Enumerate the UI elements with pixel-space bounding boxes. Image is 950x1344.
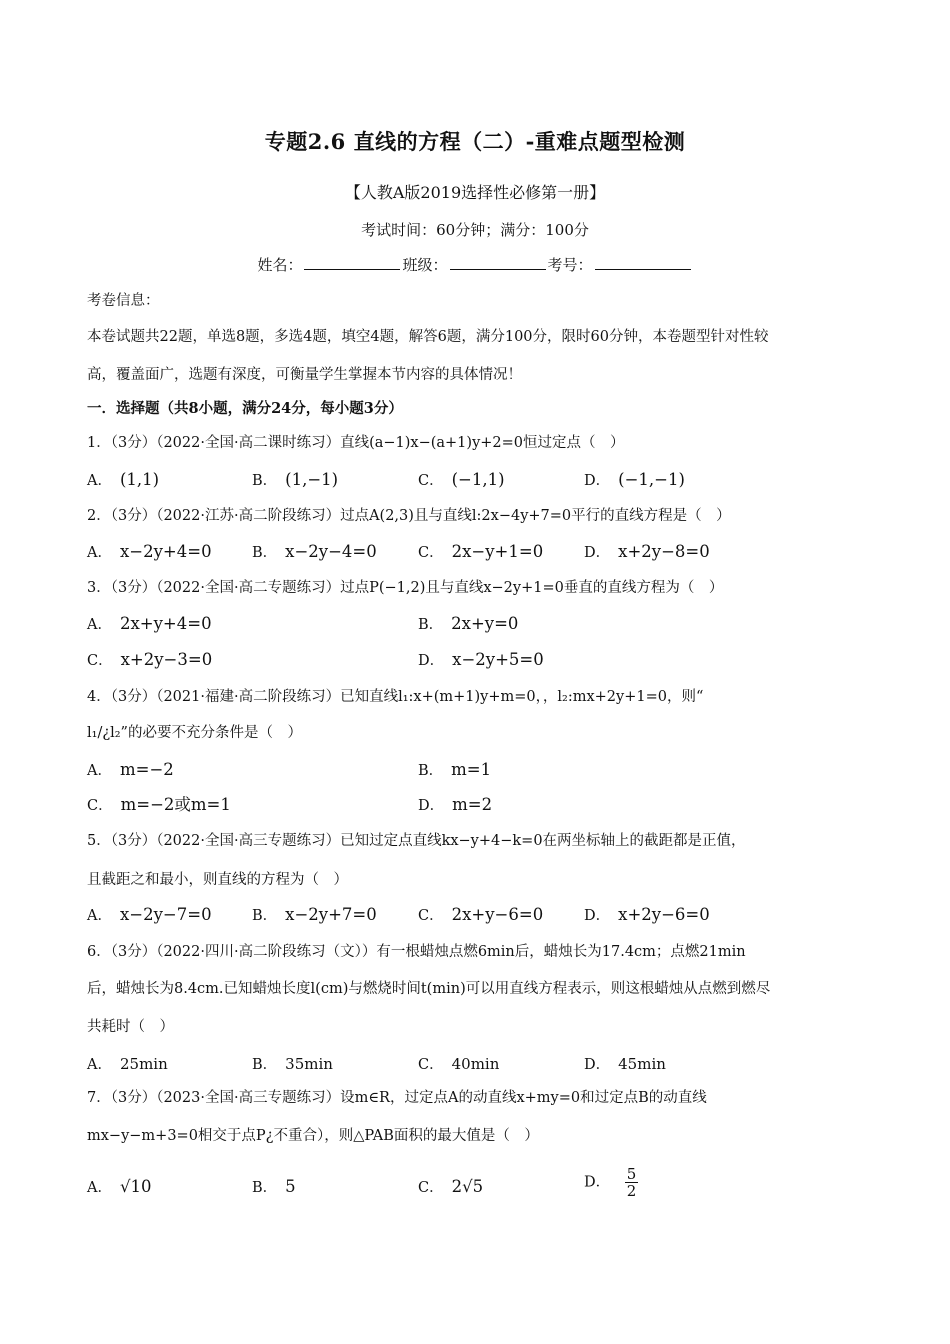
q4-option-b[interactable]: B． m=1 — [418, 760, 492, 779]
info-heading: 考卷信息： — [87, 293, 160, 309]
q7-option-c[interactable]: C． 2√5 — [418, 1177, 484, 1196]
question-7-stem: 7．（3分）（2023·全国·高三专题练习）设m∈R，过定点A的动直线x+my=0和过定点B的动直线 — [87, 1090, 707, 1106]
q6-option-c[interactable]: C． 40min — [418, 1055, 500, 1073]
q4-option-a[interactable]: A． m=−2 — [87, 760, 174, 779]
question-1-stem: 1．（3分）（2022·全国·高二课时练习）直线(a−1)x−(a+1)y+2=0恒过定点（ ） — [87, 435, 625, 451]
question-5-stem-2: 且截距之和最小，则直线的方程为（ ） — [87, 872, 348, 888]
name-blank[interactable] — [304, 255, 400, 270]
q3-option-a[interactable]: A． 2x+y+4=0 — [87, 614, 212, 633]
question-4-stem: 4．（3分）（2021·福建·高二阶段练习）已知直线l₁:x+(m+1)y+m=0，，l₂:mx+2y+1=0，则“ — [87, 689, 704, 705]
q4-option-c[interactable]: C． m=−2或m=1 — [87, 795, 231, 814]
q6-option-b[interactable]: B． 35min — [252, 1055, 333, 1073]
question-2-stem: 2．（3分）（2022·江苏·高二阶段练习）过点A(2,3)且与直线l:2x−4y+7=0平行的直线方程是（ ） — [87, 508, 731, 524]
class-blank[interactable] — [450, 255, 546, 270]
q6-option-d[interactable]: D． 45min — [584, 1055, 666, 1073]
info-line-2: 高，覆盖面广，选题有深度，可衡量学生掌握本节内容的具体情况！ — [87, 367, 522, 383]
question-6-stem: 6．（3分）（2022·四川·高二阶段练习（文））有一根蜡烛点燃6min后，蜡烛长为17.4cm；点燃21min — [87, 944, 746, 960]
q1-option-d[interactable]: D． (−1,−1) — [584, 470, 685, 489]
fraction-numerator: 5 — [626, 1165, 637, 1183]
fraction-denominator: 2 — [626, 1182, 637, 1200]
class-label: 班级： — [402, 256, 448, 274]
section-heading: 一．选择题（共8小题，满分24分，每小题3分） — [87, 400, 403, 417]
q2-option-b[interactable]: B． x−2y−4=0 — [252, 542, 377, 561]
q5-option-d[interactable]: D． x+2y−6=0 — [584, 905, 710, 924]
question-3-stem: 3．（3分）（2022·全国·高二专题练习）过点P(−1,2)且与直线x−2y+1=0垂直的直线方程为（ ） — [87, 580, 724, 596]
q1-option-a[interactable]: A． (1,1) — [87, 470, 160, 489]
page-title: 专题2.6 直线的方程（二）-重难点题型检测 — [264, 129, 686, 154]
q1-option-c[interactable]: C． (−1,1) — [418, 470, 505, 489]
q5-option-c[interactable]: C． 2x+y−6=0 — [418, 905, 544, 924]
q1-option-b[interactable]: B． (1,−1) — [252, 470, 339, 489]
q3-option-b[interactable]: B． 2x+y=0 — [418, 614, 519, 633]
question-7-stem-2: mx−y−m+3=0相交于点P¿不重合），则△PAB面积的最大值是（ ） — [87, 1128, 539, 1144]
q7-option-d[interactable]: D． $\frac{5}{2}$ — [584, 1165, 637, 1200]
question-6-stem-3: 共耗时（ ） — [87, 1019, 174, 1035]
q7-option-b[interactable]: B． 5 — [252, 1177, 296, 1196]
student-fields — [0, 254, 950, 275]
q7-option-a[interactable]: A． √10 — [87, 1177, 152, 1196]
question-6-stem-2: 后，蜡烛长为8.4cm.已知蜡烛长度l(cm)与燃烧时间t(min)可以用直线方程表示，则这根蜡烛从点燃到燃尽 — [87, 981, 771, 997]
q2-option-a[interactable]: A． x−2y+4=0 — [87, 542, 212, 561]
question-4-stem-2: l₁/¿l₂”的必要不充分条件是（ ） — [87, 725, 302, 741]
q6-option-a[interactable]: A． 25min — [87, 1055, 168, 1073]
time-info: 考试时间：60分钟；满分：100分 — [361, 221, 589, 239]
info-line-1: 本卷试题共22题，单选8题，多选4题，填空4题，解答6题，满分100分，限时60分钟，本卷题型针对性较 — [87, 329, 769, 345]
question-5-stem: 5．（3分）（2022·全国·高三专题练习）已知过定点直线kx−y+4−k=0在两坐标轴上的截距都是正值， — [87, 833, 746, 849]
subtitle: 【人教A版2019选择性必修第一册】 — [344, 183, 606, 202]
q3-option-c[interactable]: C． x+2y−3=0 — [87, 650, 213, 669]
q5-option-b[interactable]: B． x−2y+7=0 — [252, 905, 377, 924]
fraction — [625, 1166, 639, 1199]
q5-option-a[interactable]: A． x−2y−7=0 — [87, 905, 212, 924]
q3-option-d[interactable]: D． x−2y+5=0 — [418, 650, 544, 669]
q2-option-d[interactable]: D． x+2y−8=0 — [584, 542, 710, 561]
q4-option-d[interactable]: D． m=2 — [418, 795, 493, 814]
exam-no-label: 考号： — [547, 256, 593, 274]
exam-no-blank[interactable] — [595, 255, 691, 270]
name-label: 姓名： — [257, 256, 303, 274]
q2-option-c[interactable]: C． 2x−y+1=0 — [418, 542, 544, 561]
